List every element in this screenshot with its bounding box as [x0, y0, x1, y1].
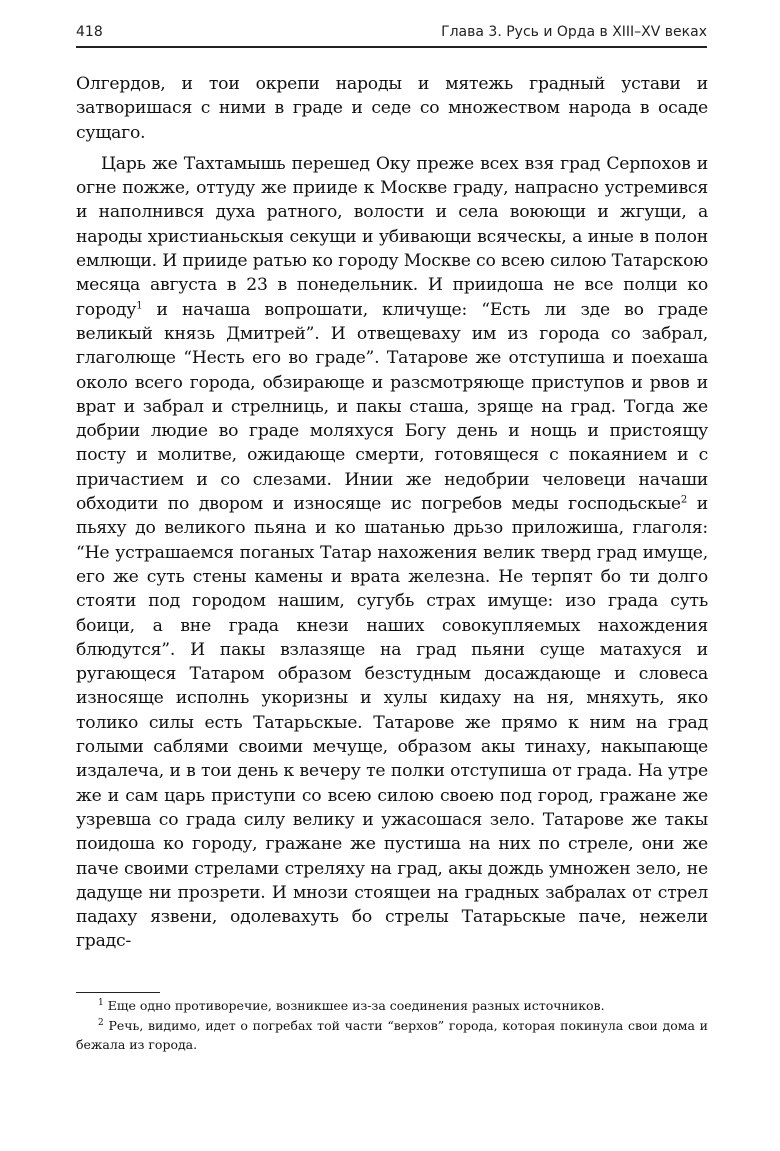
paragraph-continued [76, 72, 708, 145]
paragraph-text: Олгердов, и тои окрепи народы и мятежь градный устави и затворишася с ними в граде и седе со множеством народа в осаде сущаго. [76, 74, 708, 143]
footnote-separator [76, 992, 160, 993]
paragraph-text-part-2: и начаша вопрошати, кличуще: “Есть ли зде во граде великый князь Дмитрей”. И отвещеваху им из города со забрал, глаголюще “Несть его во граде”. Татарове же отступиша и поехаша около всего города, обзирающе и разсмотряюще приступов и рвов и врат и забрал и стрелниць, и пакы сташа, зряще на град. Тогда же добрии людие во граде моляхуся Богу день и нощь и пристоящу посту и молитве, ожидающе смерти, готовящеся с покаянием и с причастием и со слезами. Инии же недобрии человеци начаши обходити по двором и износяще ис погребов меды господьскые [76, 299, 708, 515]
footnote-text: Речь, видимо, идет о погребах той части “верхов” города, которая покинула свои дома и бежала из города. [76, 1017, 708, 1052]
footnote-mark: 1 [98, 997, 104, 1008]
footnote-ref-2: 2 [680, 494, 688, 506]
running-title: Глава 3. Русь и Орда в XIII–XV веках [441, 24, 707, 40]
footnote-1 [76, 996, 708, 1016]
footnote-2 [76, 1016, 708, 1055]
main-text [76, 72, 708, 954]
paragraph-text-part-3: и пьяху до великого пьяна и ко шатанью дрьзо приложиша, глаголя: “Не устрашаемся поганых Татар нахожения велик тверд град имуще, его же суть стены камены и врата железна. Не терпят бо ти долго стояти под городом нашим, сугубь страх имуще: изо града суть боици, а вне града кнези наших совокупляемых нахождения блюдутся”. И пакы взлазяще на град пьяни суще матахуся и ругающеся Татаром образом безстудным досаждающе и словеса износяще исполнь укоризны и хулы кидаху на ня, мняхуть, яко толико силы есть Татарьскые. Татарове же прямо к ним на град голыми саблями своими мечуще, образом акы тинаху, накыпающе издалеча, и в тои день к вечеру те полки отступиша от града. На утре же и сам царь приступи со всею силою своею под город, гражане же узревша со града силу велику и ужасошася зело. Татарове же такы поидоша ко городу, гражане же пустиша на них по стреле, они же паче своими стрелами стреляху на град, акы дождь умножен зело, не дадуще ни прозрети. И мнози стоящеи на градных забралах от стрел падаху язвени, одолевахуть бо стрелы Татарьскые паче, нежели градс- [76, 494, 708, 952]
footnote-text: Еще одно противоречие, возникшее из-за соединения разных источников. [103, 998, 605, 1013]
paragraph-tokhtamysh [76, 152, 708, 954]
paragraph-text-part-1: Царь же Тахтамышь перешед Оку преже всех взя град Серпохов и огне пожже, оттуду же прииде к Москве граду, напрасно устремився и наполнився духа ратного, волости и села воюющи и жгущи, а народы христианьскыя секущи и убивающи всяческы, а иные в полон емлющи. И прииде ратью ко городу Москве со всею силою Татарскою месяца августа в 23 в понедельник. И приидоша не все полци ко городу [76, 153, 708, 320]
running-header [76, 22, 707, 46]
footnotes [76, 996, 708, 1055]
page-number: 418 [76, 24, 103, 40]
footnote-mark: 2 [98, 1017, 104, 1028]
footnote-ref-1: 1 [136, 299, 143, 311]
header-rule [76, 46, 707, 48]
